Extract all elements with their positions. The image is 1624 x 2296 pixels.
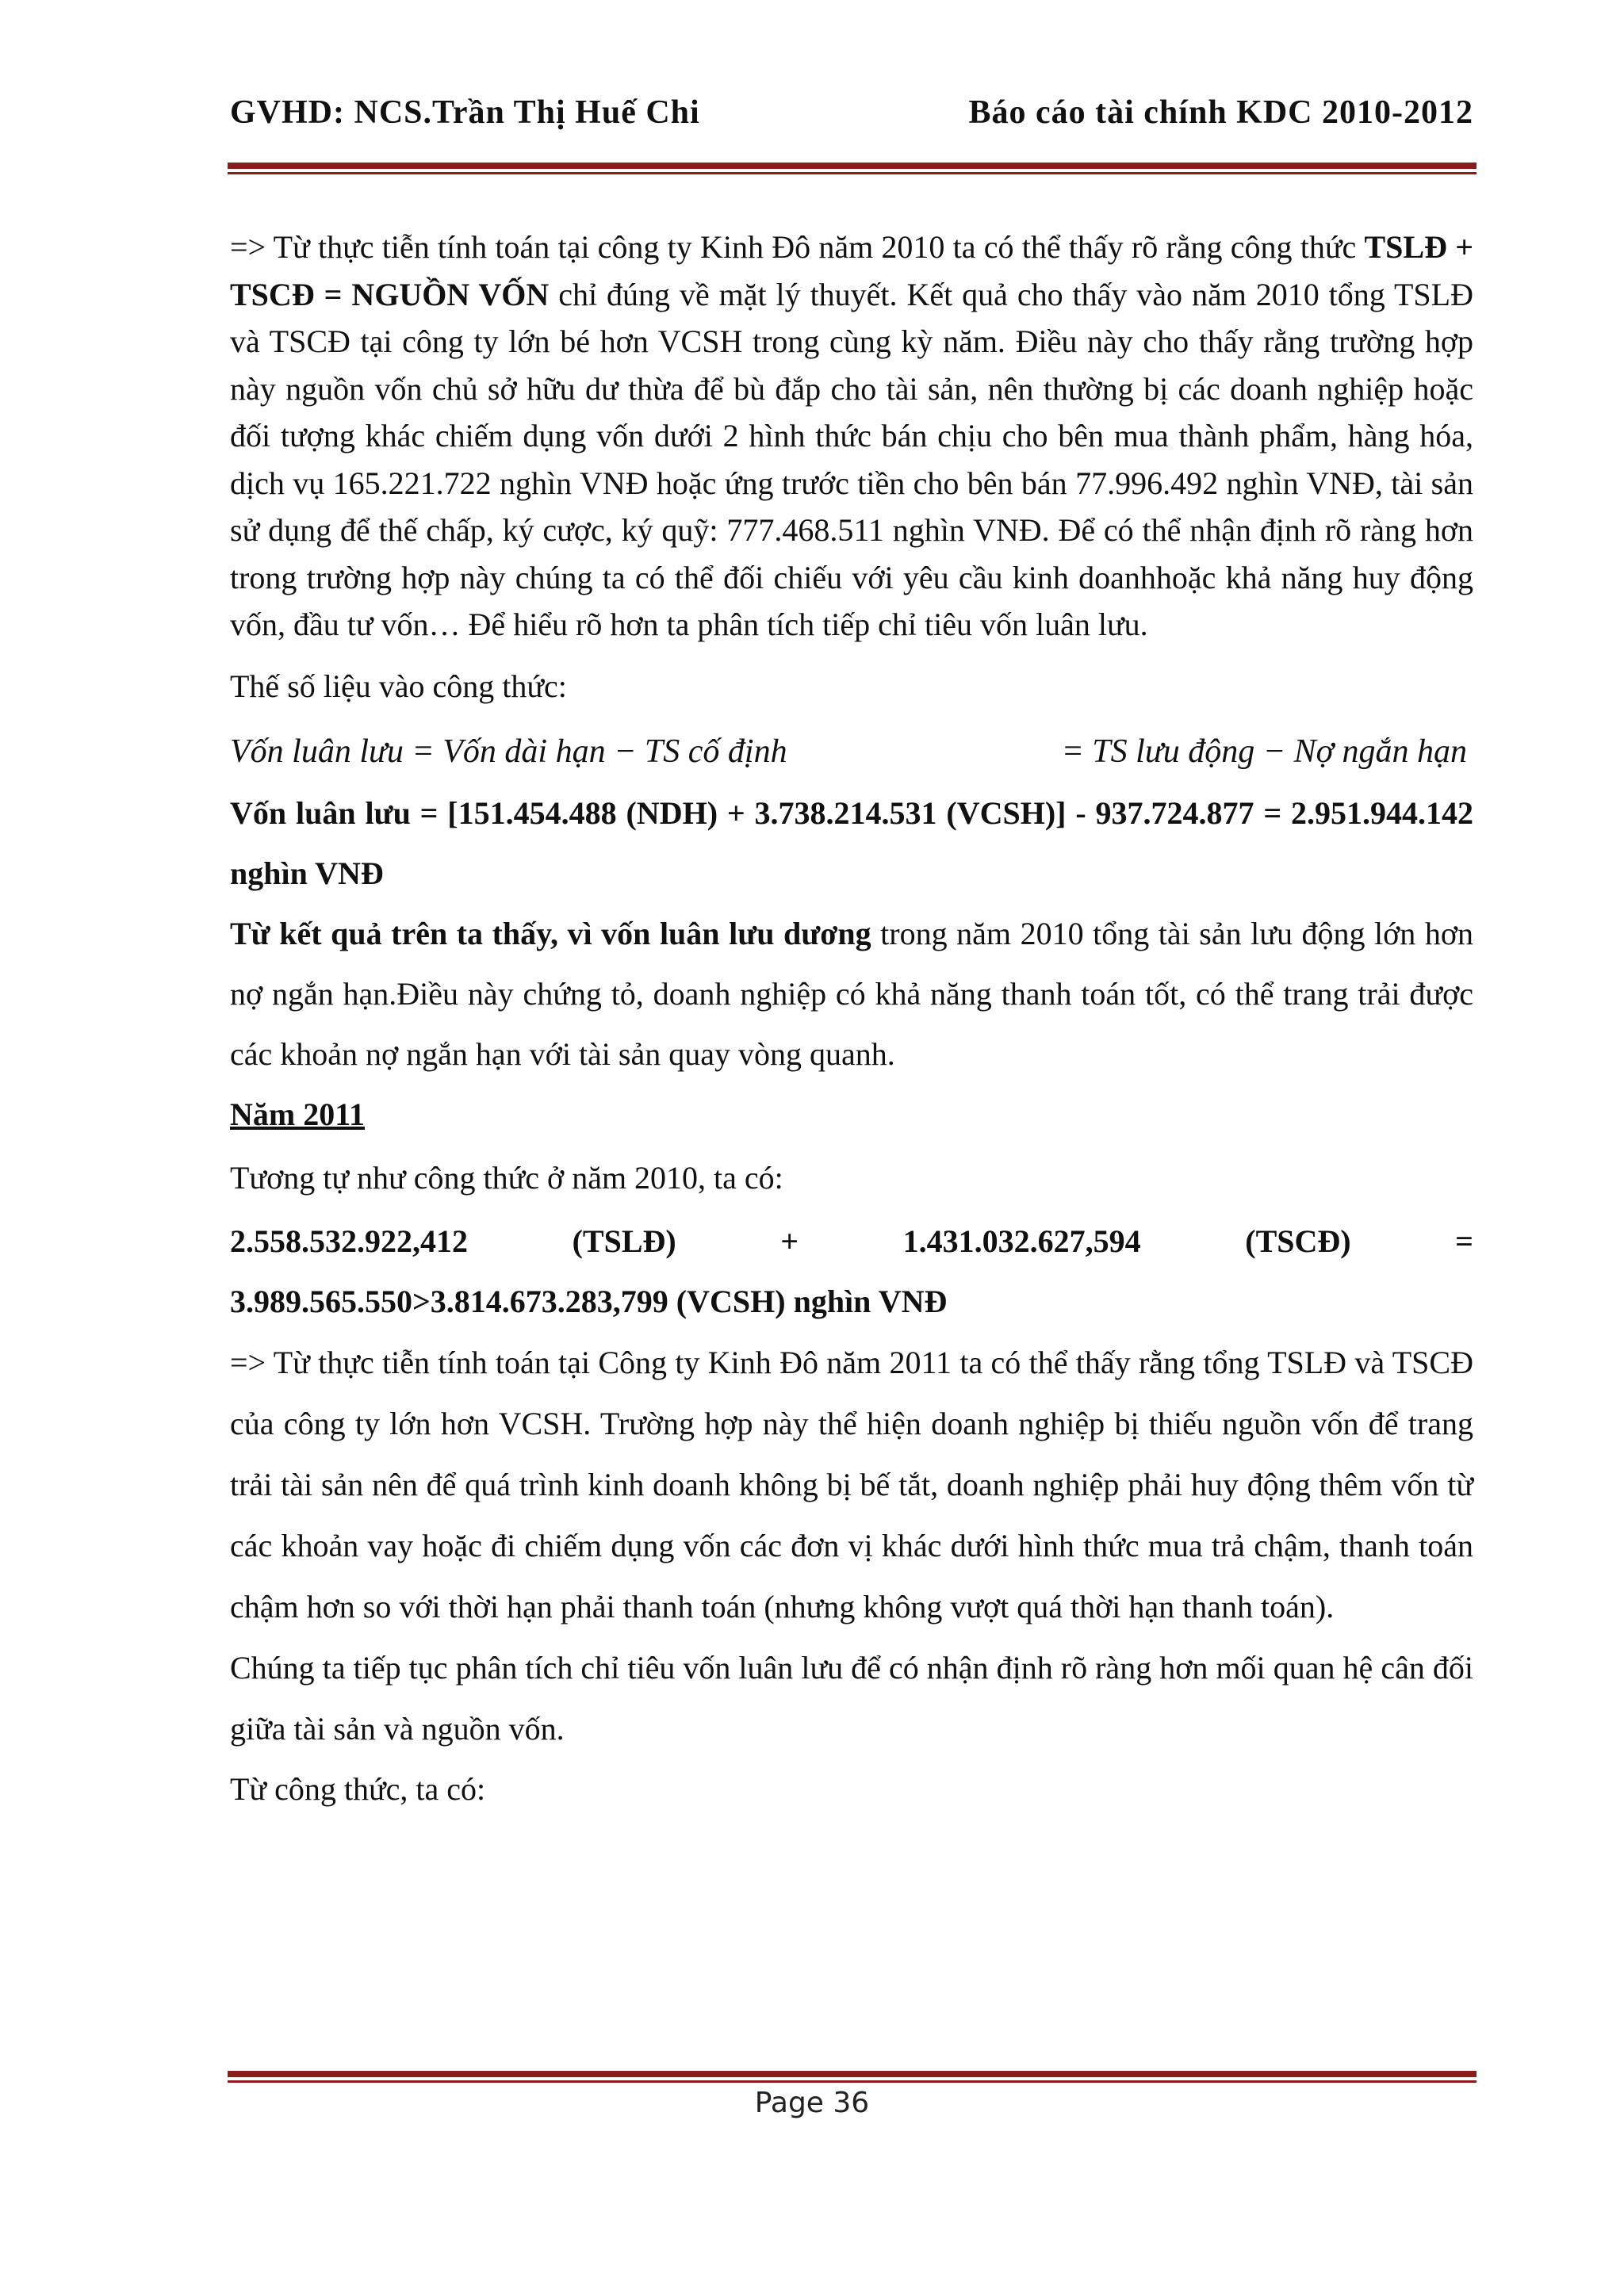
header-advisor: GVHD: NCS.Trần Thị Huế Chi [230,94,700,131]
paragraph-substitute: Thế số liệu vào công thức: [230,668,567,704]
page-body [230,224,1473,1820]
paragraph-from-formula: Từ công thức, ta có: [230,1770,486,1807]
formula-inline-bold: TSLĐ + TSCĐ = NGUỒN VỐN [230,229,1473,312]
equation-2011-line2: 3.989.565.550>3.814.673.283,799 (VCSH) nghìn VNĐ [230,1283,948,1319]
equation-2011-line1: 2.558.532.922,412 (TSLĐ) + 1.431.032.627,594 (TSCĐ) = [230,1223,1473,1259]
paragraph-continue: Chúng ta tiếp tục phân tích chỉ tiêu vốn luân lưu để có nhận định rõ ràng hơn mối quan hệ cân đối giữa tài sản và nguồn vốn. [230,1649,1473,1747]
header-rule [228,163,1477,174]
formula-left: Vốn luân lưu = Vốn dài hạn − TS cố định [230,733,787,770]
section-heading-2011: Năm 2011 [230,1096,365,1132]
header-report-title: Báo cáo tài chính KDC 2010-2012 [968,94,1473,131]
formula-right: = TS lưu động − Nợ ngắn hạn [1061,733,1467,770]
formula-working-capital [230,728,1473,775]
paragraph-2010-analysis: => Từ thực tiễn tính toán tại công ty Kinh Đô năm 2010 ta có thể thấy rõ rằng công thức TSLĐ + TSCĐ = NGUỒN VỐN chỉ đúng về mặt lý thuyết. Kết quả cho thấy vào năm 2010 tổng TSLĐ và TSCĐ tại công ty lớn bé hơn VCSH trong cùng kỳ năm. Điều này cho thấy rằng trường hợp này nguồn vốn chủ sở hữu dư thừa để bù đắp cho tài sản, nên thường bị các doanh nghiệp hoặc đối tượng khác chiếm dụng vốn dưới 2 hình thức bán chịu cho bên mua thành phẩm, hàng hóa, dịch vụ 165.221.722 nghìn VNĐ hoặc ứng trước tiền cho bên bán 77.996.492 nghìn VNĐ, tài sản sử dụng để thế chấp, ký cược, ký quỹ: 777.468.511 nghìn VNĐ. Để có thể nhận định rõ ràng hơn trong trường hợp này chúng ta có thể đối chiếu với yêu cầu kinh doanhhoặc khả năng huy động vốn, đầu tư vốn… Để hiểu rõ hơn ta phân tích tiếp chỉ tiêu vốn luân lưu. [230,229,1473,642]
paragraph-2011-analysis: => Từ thực tiễn tính toán tại Công ty Kinh Đô năm 2011 ta có thể thấy rằng tổng TSLĐ và TSCĐ của công ty lớn hơn VCSH. Trường hợp này thể hiện doanh nghiệp bị thiếu nguồn vốn để trang trải tài sản nên để quá trình kinh doanh không bị bế tắt, doanh nghiệp phải huy động thêm vốn từ các khoản vay hoặc đi chiếm dụng vốn các đơn vị khác dưới hình thức mua trả chậm, thanh toán chậm hơn so với thời hạn phải thanh toán (nhưng không vượt quá thời hạn thanh toán). [230,1344,1473,1624]
footer-rule [228,2071,1477,2083]
page-number: Page 36 [754,2087,870,2119]
working-capital-2010-result: Vốn luân lưu = [151.454.488 (NDH) + 3.738.214.531 (VCSH)] - 937.724.877 = 2.951.944.142 nghìn VNĐ [230,794,1473,891]
paragraph-2011-intro: Tương tự như công thức ở năm 2010, ta có: [230,1159,783,1196]
paragraph-2010-conclusion: Từ kết quả trên ta thấy, vì vốn luân lưu dương trong năm 2010 tổng tài sản lưu động lớn hơn nợ ngắn hạn.Điều này chứng tỏ, doanh nghiệp có khả năng thanh toán tốt, có thể trang trải được các khoản nợ ngắn hạn với tài sản quay vòng quanh. [230,915,1473,1072]
